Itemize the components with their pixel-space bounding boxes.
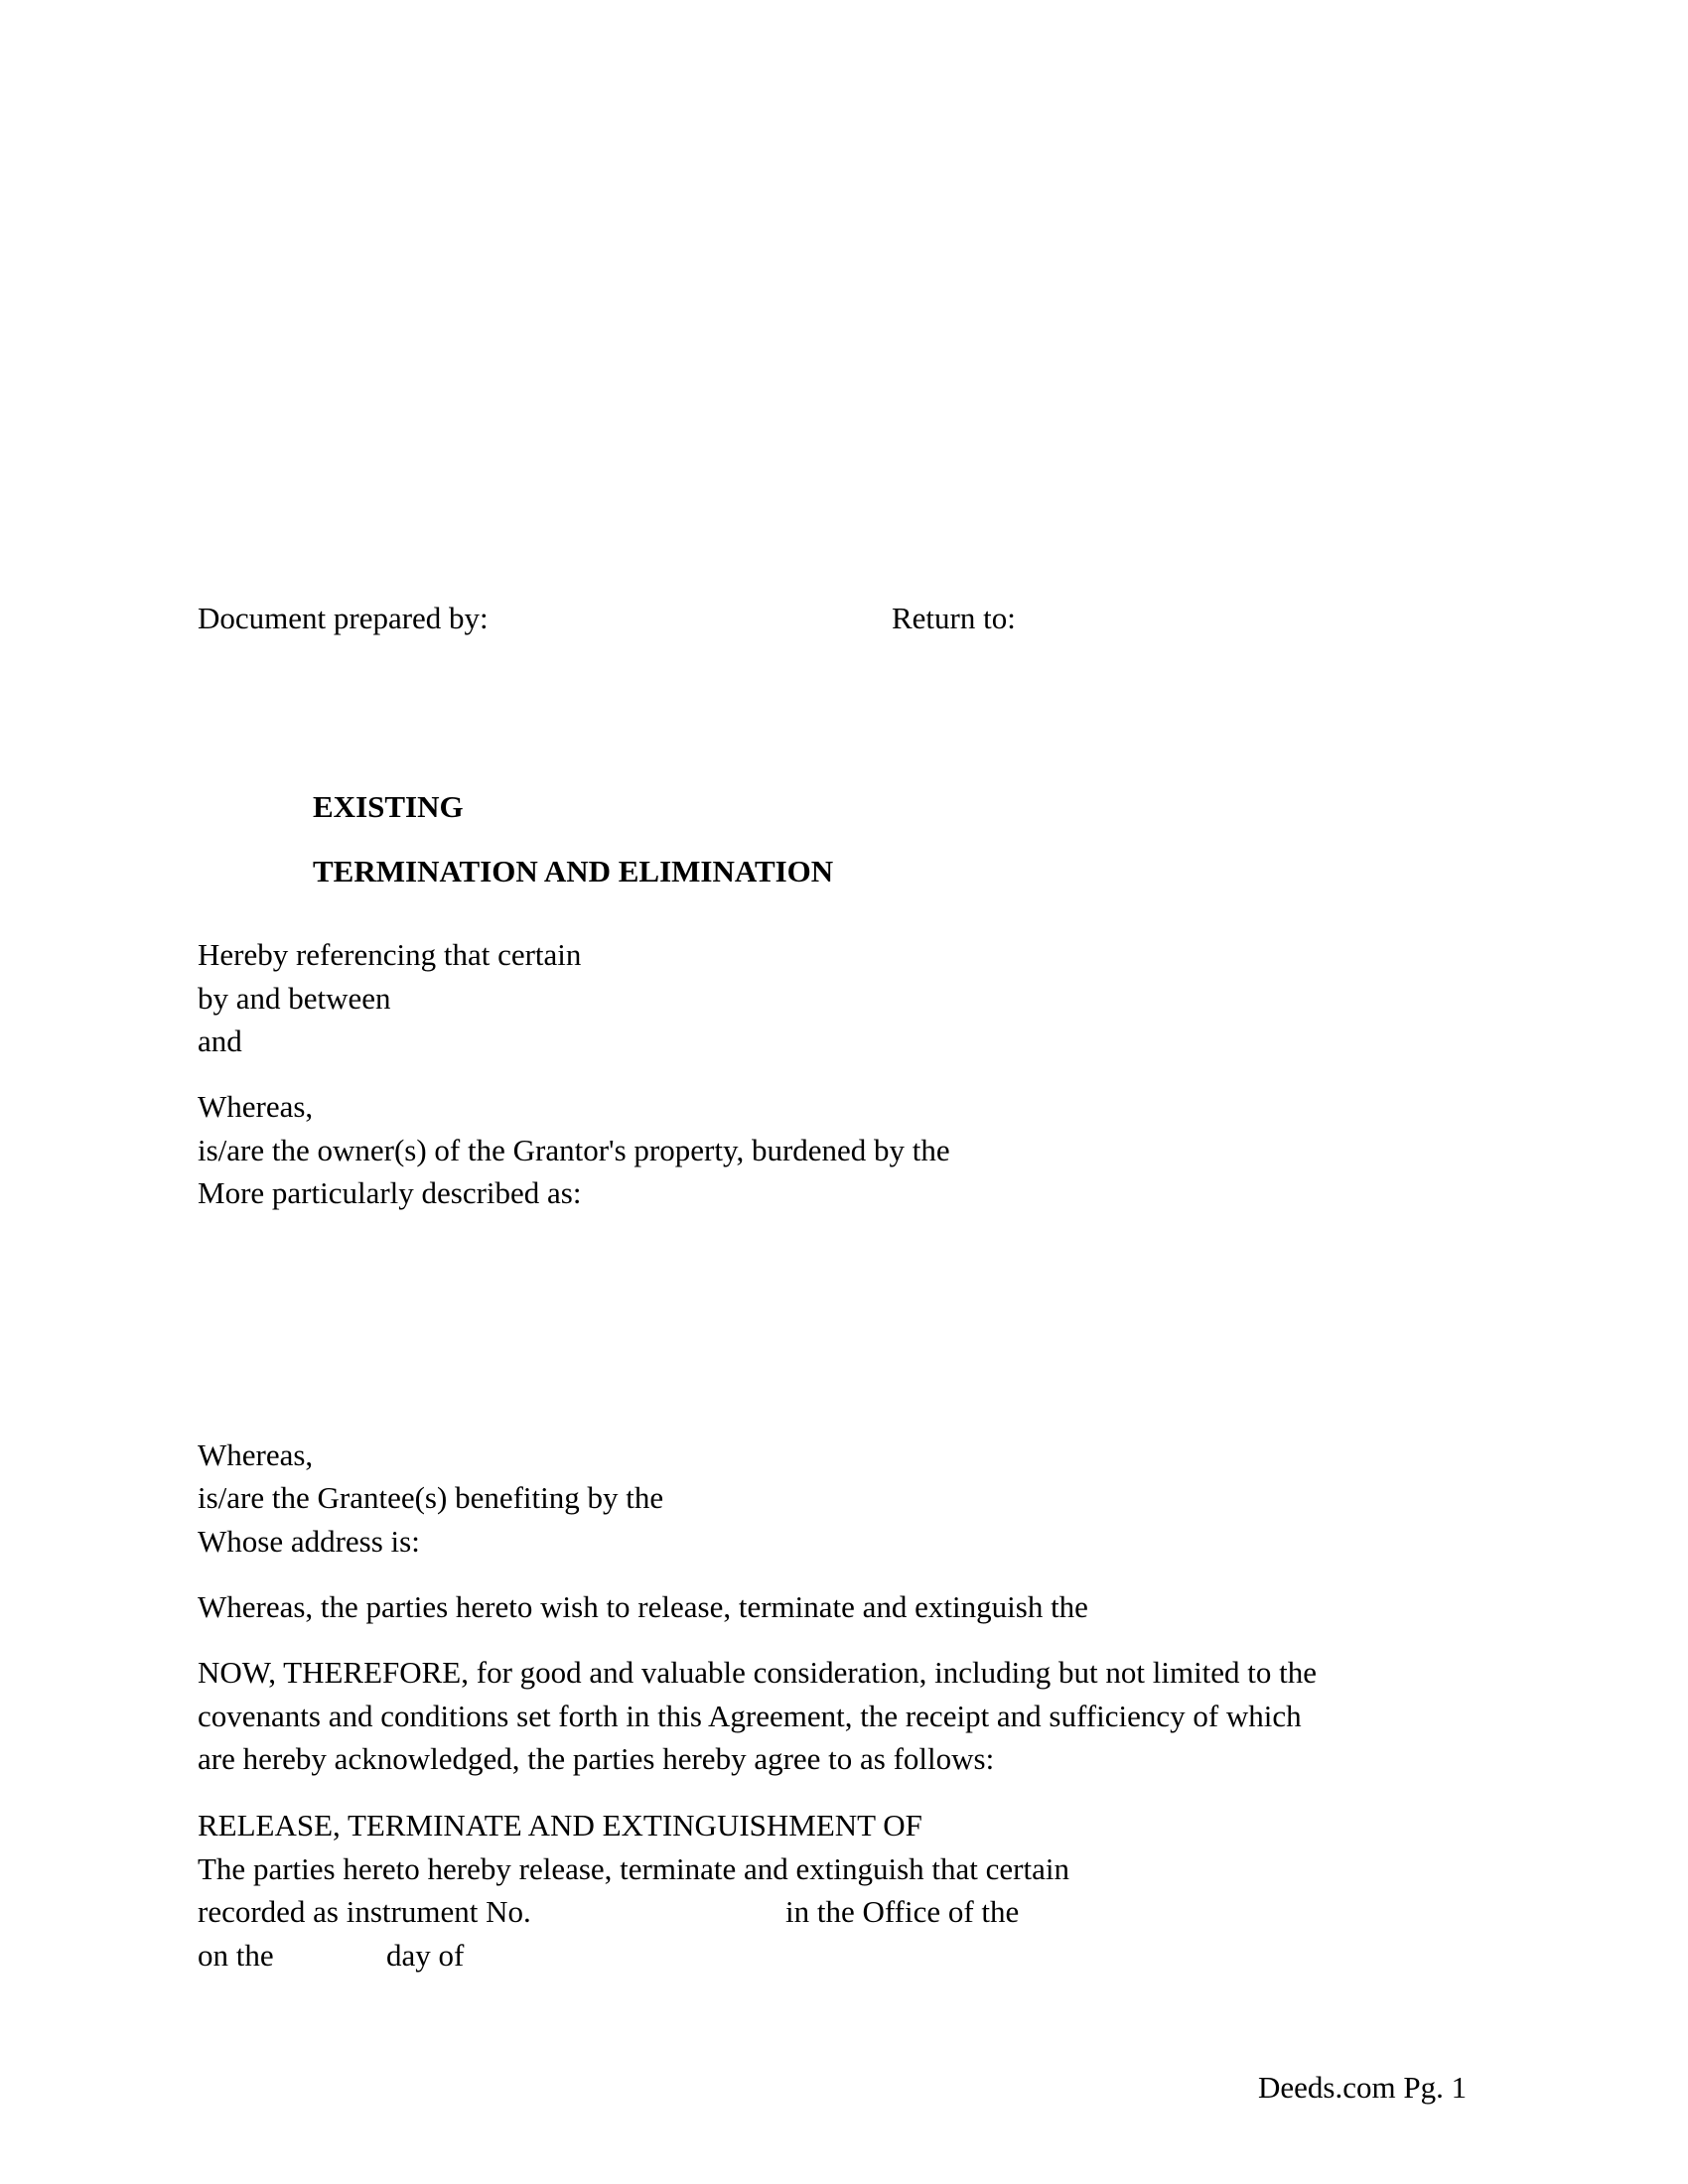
reference-line-3: and — [198, 1024, 242, 1058]
whereas-grantee-line-1: Whereas, — [198, 1437, 314, 1472]
whereas-grantor-line-3: More particularly described as: — [198, 1175, 582, 1210]
release-heading: RELEASE, TERMINATE AND EXTINGUISHMENT OF — [198, 1808, 922, 1843]
release-line-2-instrument: recorded as instrument No. — [198, 1894, 531, 1929]
whereas-grantee-line-3: Whose address is: — [198, 1524, 420, 1559]
title-line-2: TERMINATION AND ELIMINATION — [313, 854, 834, 888]
return-to-label: Return to: — [892, 601, 1016, 635]
whereas-grantee-line-2: is/are the Grantee(s) benefiting by the — [198, 1480, 664, 1515]
now-therefore-line-1: NOW, THEREFORE, for good and valuable consideration, including but not limited to the — [198, 1655, 1318, 1690]
release-line-3-day-of: day of — [386, 1938, 465, 1973]
whereas-grantor-line-2: is/are the owner(s) of the Grantor's property, burdened by the — [198, 1133, 950, 1167]
now-therefore-line-3: are hereby acknowledged, the parties hereby agree to as follows: — [198, 1741, 995, 1776]
release-line-2-office: in the Office of the — [785, 1894, 1020, 1929]
whereas-grantor-line-1: Whereas, — [198, 1089, 314, 1124]
title-line-1: EXISTING — [313, 789, 464, 824]
page-footer: Deeds.com Pg. 1 — [1258, 2070, 1468, 2105]
release-line-1: The parties hereto hereby release, terminate and extinguish that certain — [198, 1851, 1069, 1886]
reference-line-1: Hereby referencing that certain — [198, 937, 582, 972]
release-line-3-on-the: on the — [198, 1938, 274, 1973]
now-therefore-line-2: covenants and conditions set forth in this Agreement, the receipt and sufficiency of which — [198, 1699, 1302, 1733]
reference-line-2: by and between — [198, 981, 391, 1016]
prepared-by-label: Document prepared by: — [198, 601, 489, 635]
whereas-release-line: Whereas, the parties hereto wish to release, terminate and extinguish the — [198, 1589, 1088, 1624]
